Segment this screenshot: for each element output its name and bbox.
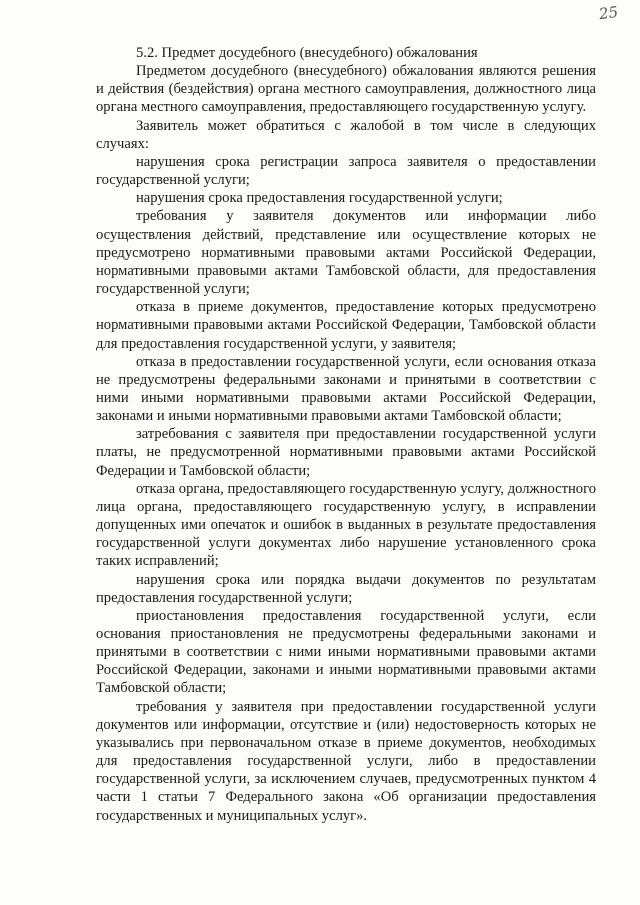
document-body	[96, 44, 596, 825]
case-item: отказа в приеме документов, предоставление которых предусмотрено нормативными правовыми актами Российской Федерации, Тамбовской области для предоставления государственной услуги, у заявителя;	[96, 299, 596, 352]
case-item: требования у заявителя документов или информации либо осуществления действий, представление или осуществление которых не предусмотрено нормативными правовыми актами Российской Федерации, нормативными правовыми актами Тамбовской области, для предоставления государственной услуги;	[96, 208, 596, 298]
case-item: нарушения срока или порядка выдачи документов по результатам предоставления государственной услуги;	[96, 571, 596, 606]
handwritten-page-number: 25	[597, 2, 620, 24]
case-item: требования у заявителя при предоставлении государственной услуги документов или информации, отсутствие и (или) недостоверность которых не указывались при первоначальном отказе в приеме документов, необходимых для предоставления государственной услуги, либо в предоставлении государственной услуги, за исключением случаев, предусмотренных пунктом 4 части 1 статьи 7 Федерального закона «Об организации предоставления государственных и муниципальных услуг».	[96, 698, 596, 824]
case-item: отказа органа, предоставляющего государственную услугу, должностного лица органа, предоставляющего государственную услугу, в исправлении допущенных ими опечаток и ошибок в выданных в результате предоставления государственной услуги документах либо нарушение установленного срока таких исправлений;	[96, 480, 596, 570]
intro-paragraph: Предметом досудебного (внесудебного) обжалования являются решения и действия (бездействия) органа местного самоуправления, должностного лица органа местного самоуправления, предоставляющего государственную услугу.	[96, 63, 596, 116]
case-item: затребования с заявителя при предоставлении государственной услуги платы, не предусмотренной нормативными правовыми актами Российской Федерации и Тамбовской области;	[96, 426, 596, 479]
case-item: приостановления предоставления государственной услуги, если основания приостановления не предусмотрены федеральными законами и принятыми в соответствии с ними иными нормативными правовыми актами Российской Федерации, законами и иными нормативными правовыми актами Тамбовской области;	[96, 607, 596, 697]
case-item: нарушения срока регистрации запроса заявителя о предоставлении государственной услуги;	[96, 153, 596, 189]
case-item: отказа в предоставлении государственной услуги, если основания отказа не предусмотрены федеральными законами и принятыми в соответствии с ними иными нормативными правовыми актами Российской Федерации, законами и иными нормативными правовыми актами Тамбовской области;	[96, 353, 596, 425]
lead-paragraph: Заявитель может обратиться с жалобой в том числе в следующих случаях:	[96, 117, 596, 152]
section-heading: 5.2. Предмет досудебного (внесудебного) обжалования	[136, 45, 478, 61]
case-item: нарушения срока предоставления государственной услуги;	[136, 190, 503, 207]
